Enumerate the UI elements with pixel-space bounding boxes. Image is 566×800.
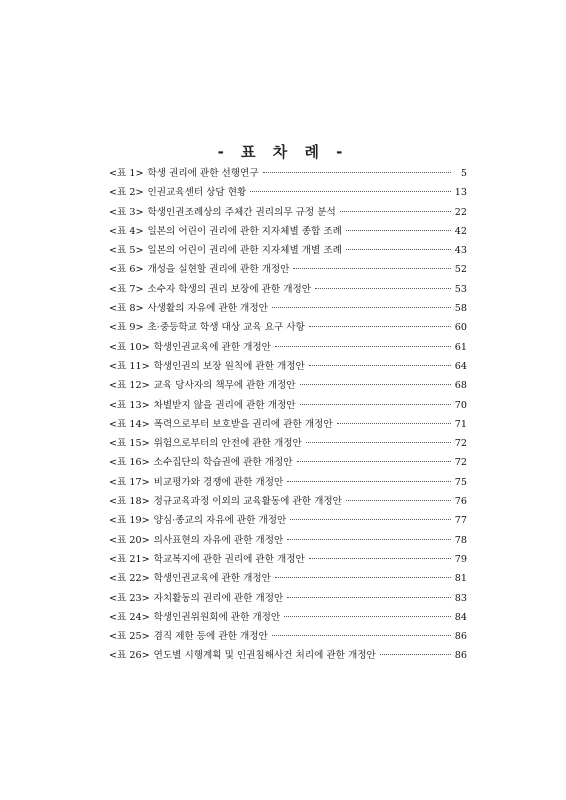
dot-leader — [263, 172, 451, 173]
table-caption: 겸직 제한 등에 관한 개정안 — [153, 631, 268, 643]
toc-entry[interactable] — [109, 608, 467, 627]
table-caption: 사생활의 자유에 관한 개정안 — [147, 303, 268, 315]
dot-leader — [287, 539, 451, 540]
table-number: <표 4> — [109, 225, 144, 237]
table-caption: 학생인권조례상의 주체간 권리의무 규정 분석 — [147, 206, 336, 218]
table-number: <표 8> — [109, 303, 144, 315]
toc-entry[interactable] — [109, 299, 467, 318]
toc-entry[interactable] — [109, 531, 467, 550]
table-number: <표 17> — [109, 476, 150, 488]
dot-leader — [309, 558, 451, 559]
table-number: <표 1> — [109, 168, 144, 179]
table-number: <표 20> — [109, 534, 150, 546]
table-caption: 학생인권의 보장 원칙에 관한 개정안 — [153, 360, 305, 372]
table-number: <표 3> — [109, 206, 144, 218]
page-number: 58 — [454, 303, 467, 315]
toc-entry[interactable] — [109, 569, 467, 588]
dot-leader — [300, 404, 451, 405]
toc-entry[interactable] — [109, 415, 467, 434]
table-number: <표 26> — [109, 650, 150, 662]
dot-leader — [306, 442, 451, 443]
page-number: 84 — [454, 611, 467, 623]
table-number: <표 5> — [109, 245, 144, 257]
page-number: 68 — [454, 380, 467, 392]
toc-entry[interactable] — [109, 396, 467, 415]
toc-entry[interactable] — [109, 338, 467, 357]
table-caption: 일본의 어린이 권리에 관한 지자체별 개별 조례 — [147, 245, 342, 257]
page-number: 77 — [454, 515, 467, 527]
table-caption: 학생인권교육에 관한 개정안 — [153, 573, 271, 585]
toc-entry[interactable] — [109, 627, 467, 646]
page-number: 70 — [454, 399, 467, 411]
table-caption: 연도별 시행계획 및 인권침해사건 처리에 관한 개정안 — [153, 650, 376, 662]
table-caption: 소수자 학생의 권리 보장에 관한 개정안 — [147, 283, 312, 295]
table-caption: 위험으로부터의 안전에 관한 개정안 — [153, 438, 302, 450]
table-number: <표 16> — [109, 457, 150, 469]
table-caption: 학생 권리에 관한 선행연구 — [147, 168, 259, 179]
dot-leader — [250, 191, 451, 192]
page-number: 83 — [454, 592, 467, 604]
table-caption: 비교평가와 경쟁에 관한 개정안 — [153, 476, 284, 488]
page-number: 81 — [454, 573, 467, 585]
page-number: 42 — [454, 225, 467, 237]
dot-leader — [275, 577, 451, 578]
toc-entry[interactable] — [109, 550, 467, 569]
page-number: 52 — [454, 264, 467, 276]
table-number: <표 19> — [109, 515, 150, 527]
table-caption: 학생인권위원회에 관한 개정안 — [153, 611, 281, 623]
dot-leader — [309, 365, 451, 366]
table-caption: 정규교육과정 이외의 교육활동에 관한 개정안 — [153, 496, 342, 508]
table-caption: 폭력으로부터 보호받을 권리에 관한 개정안 — [153, 418, 333, 430]
table-caption: 교육 당사자의 책무에 관한 개정안 — [153, 380, 296, 392]
page-number: 64 — [454, 360, 467, 372]
table-number: <표 21> — [109, 553, 150, 565]
table-caption: 인권교육센터 상담 현황 — [147, 187, 247, 199]
page-number: 43 — [454, 245, 467, 257]
dot-leader — [293, 268, 450, 269]
dot-leader — [272, 307, 451, 308]
table-caption: 학생인권교육에 관한 개정안 — [153, 341, 271, 353]
table-number: <표 22> — [109, 573, 150, 585]
page-number: 53 — [454, 283, 467, 295]
table-number: <표 11> — [109, 360, 150, 372]
toc-entry[interactable] — [109, 260, 467, 279]
page-number: 61 — [454, 341, 467, 353]
dot-leader — [287, 481, 451, 482]
table-number: <표 10> — [109, 341, 150, 353]
toc-entry[interactable] — [109, 280, 467, 299]
table-number: <표 18> — [109, 496, 150, 508]
toc-entry[interactable] — [109, 183, 467, 202]
toc-entry[interactable] — [109, 222, 467, 241]
dot-leader — [297, 461, 451, 462]
dot-leader — [275, 346, 451, 347]
dot-leader — [346, 249, 451, 250]
table-caption: 개성을 실현할 권리에 관한 개정안 — [147, 264, 290, 276]
toc-entry[interactable] — [109, 376, 467, 395]
toc-entry[interactable] — [109, 318, 467, 337]
page-number: 86 — [454, 650, 467, 662]
dot-leader — [380, 654, 451, 655]
toc-entry[interactable] — [109, 164, 467, 183]
page-number: 60 — [454, 322, 467, 334]
table-caption: 소수집단의 학습권에 관한 개정안 — [153, 457, 293, 469]
table-caption: 양심·종교의 자유에 관한 개정안 — [153, 515, 287, 527]
page-number: 79 — [454, 553, 467, 565]
dot-leader — [346, 500, 451, 501]
page-number: 5 — [460, 168, 467, 179]
toc-entry[interactable] — [109, 589, 467, 608]
page-number: 76 — [454, 496, 467, 508]
dot-leader — [340, 211, 451, 212]
page-number: 78 — [454, 534, 467, 546]
dot-leader — [272, 635, 451, 636]
table-number: <표 25> — [109, 631, 150, 643]
table-number: <표 14> — [109, 418, 150, 430]
table-caption: 차별받지 않을 권리에 관한 개정안 — [153, 399, 296, 411]
page-number: 22 — [454, 206, 467, 218]
table-number: <표 9> — [109, 322, 144, 334]
table-caption: 의사표현의 자유에 관한 개정안 — [153, 534, 284, 546]
page-number: 13 — [454, 187, 467, 199]
table-number: <표 12> — [109, 380, 150, 392]
dot-leader — [284, 616, 451, 617]
page-number: 72 — [454, 457, 467, 469]
dot-leader — [309, 326, 451, 327]
dot-leader — [290, 519, 450, 520]
toc-entry[interactable] — [109, 241, 467, 260]
table-number: <표 15> — [109, 438, 150, 450]
table-caption: 자치활동의 권리에 관한 개정안 — [153, 592, 284, 604]
toc-entry[interactable] — [109, 357, 467, 376]
table-number: <표 2> — [109, 187, 144, 199]
toc-entry[interactable] — [109, 646, 467, 665]
dot-leader — [300, 384, 451, 385]
table-number: <표 24> — [109, 611, 150, 623]
table-caption: 일본의 어린이 권리에 관한 지자체별 종합 조례 — [147, 225, 342, 237]
table-number: <표 23> — [109, 592, 150, 604]
page-number: 86 — [454, 631, 467, 643]
toc-entry[interactable] — [109, 434, 467, 453]
page-number: 71 — [454, 418, 467, 430]
toc-entry[interactable] — [109, 203, 467, 222]
table-caption: 초·중등학교 학생 대상 교육 요구 사항 — [147, 322, 305, 334]
toc-entry[interactable] — [109, 453, 467, 472]
table-number: <표 6> — [109, 264, 144, 276]
toc-entry[interactable] — [109, 473, 467, 492]
dot-leader — [337, 423, 451, 424]
table-caption: 학교복지에 관한 권리에 관한 개정안 — [153, 553, 305, 565]
table-number: <표 7> — [109, 283, 144, 295]
table-of-tables — [109, 164, 467, 666]
dot-leader — [287, 597, 451, 598]
dot-leader — [315, 288, 451, 289]
page-number: 72 — [454, 438, 467, 450]
page-title: - 표 차 례 - — [217, 143, 349, 161]
page-number: 75 — [454, 476, 467, 488]
table-number: <표 13> — [109, 399, 150, 411]
dot-leader — [346, 230, 451, 231]
toc-entry[interactable] — [109, 492, 467, 511]
toc-entry[interactable] — [109, 511, 467, 530]
